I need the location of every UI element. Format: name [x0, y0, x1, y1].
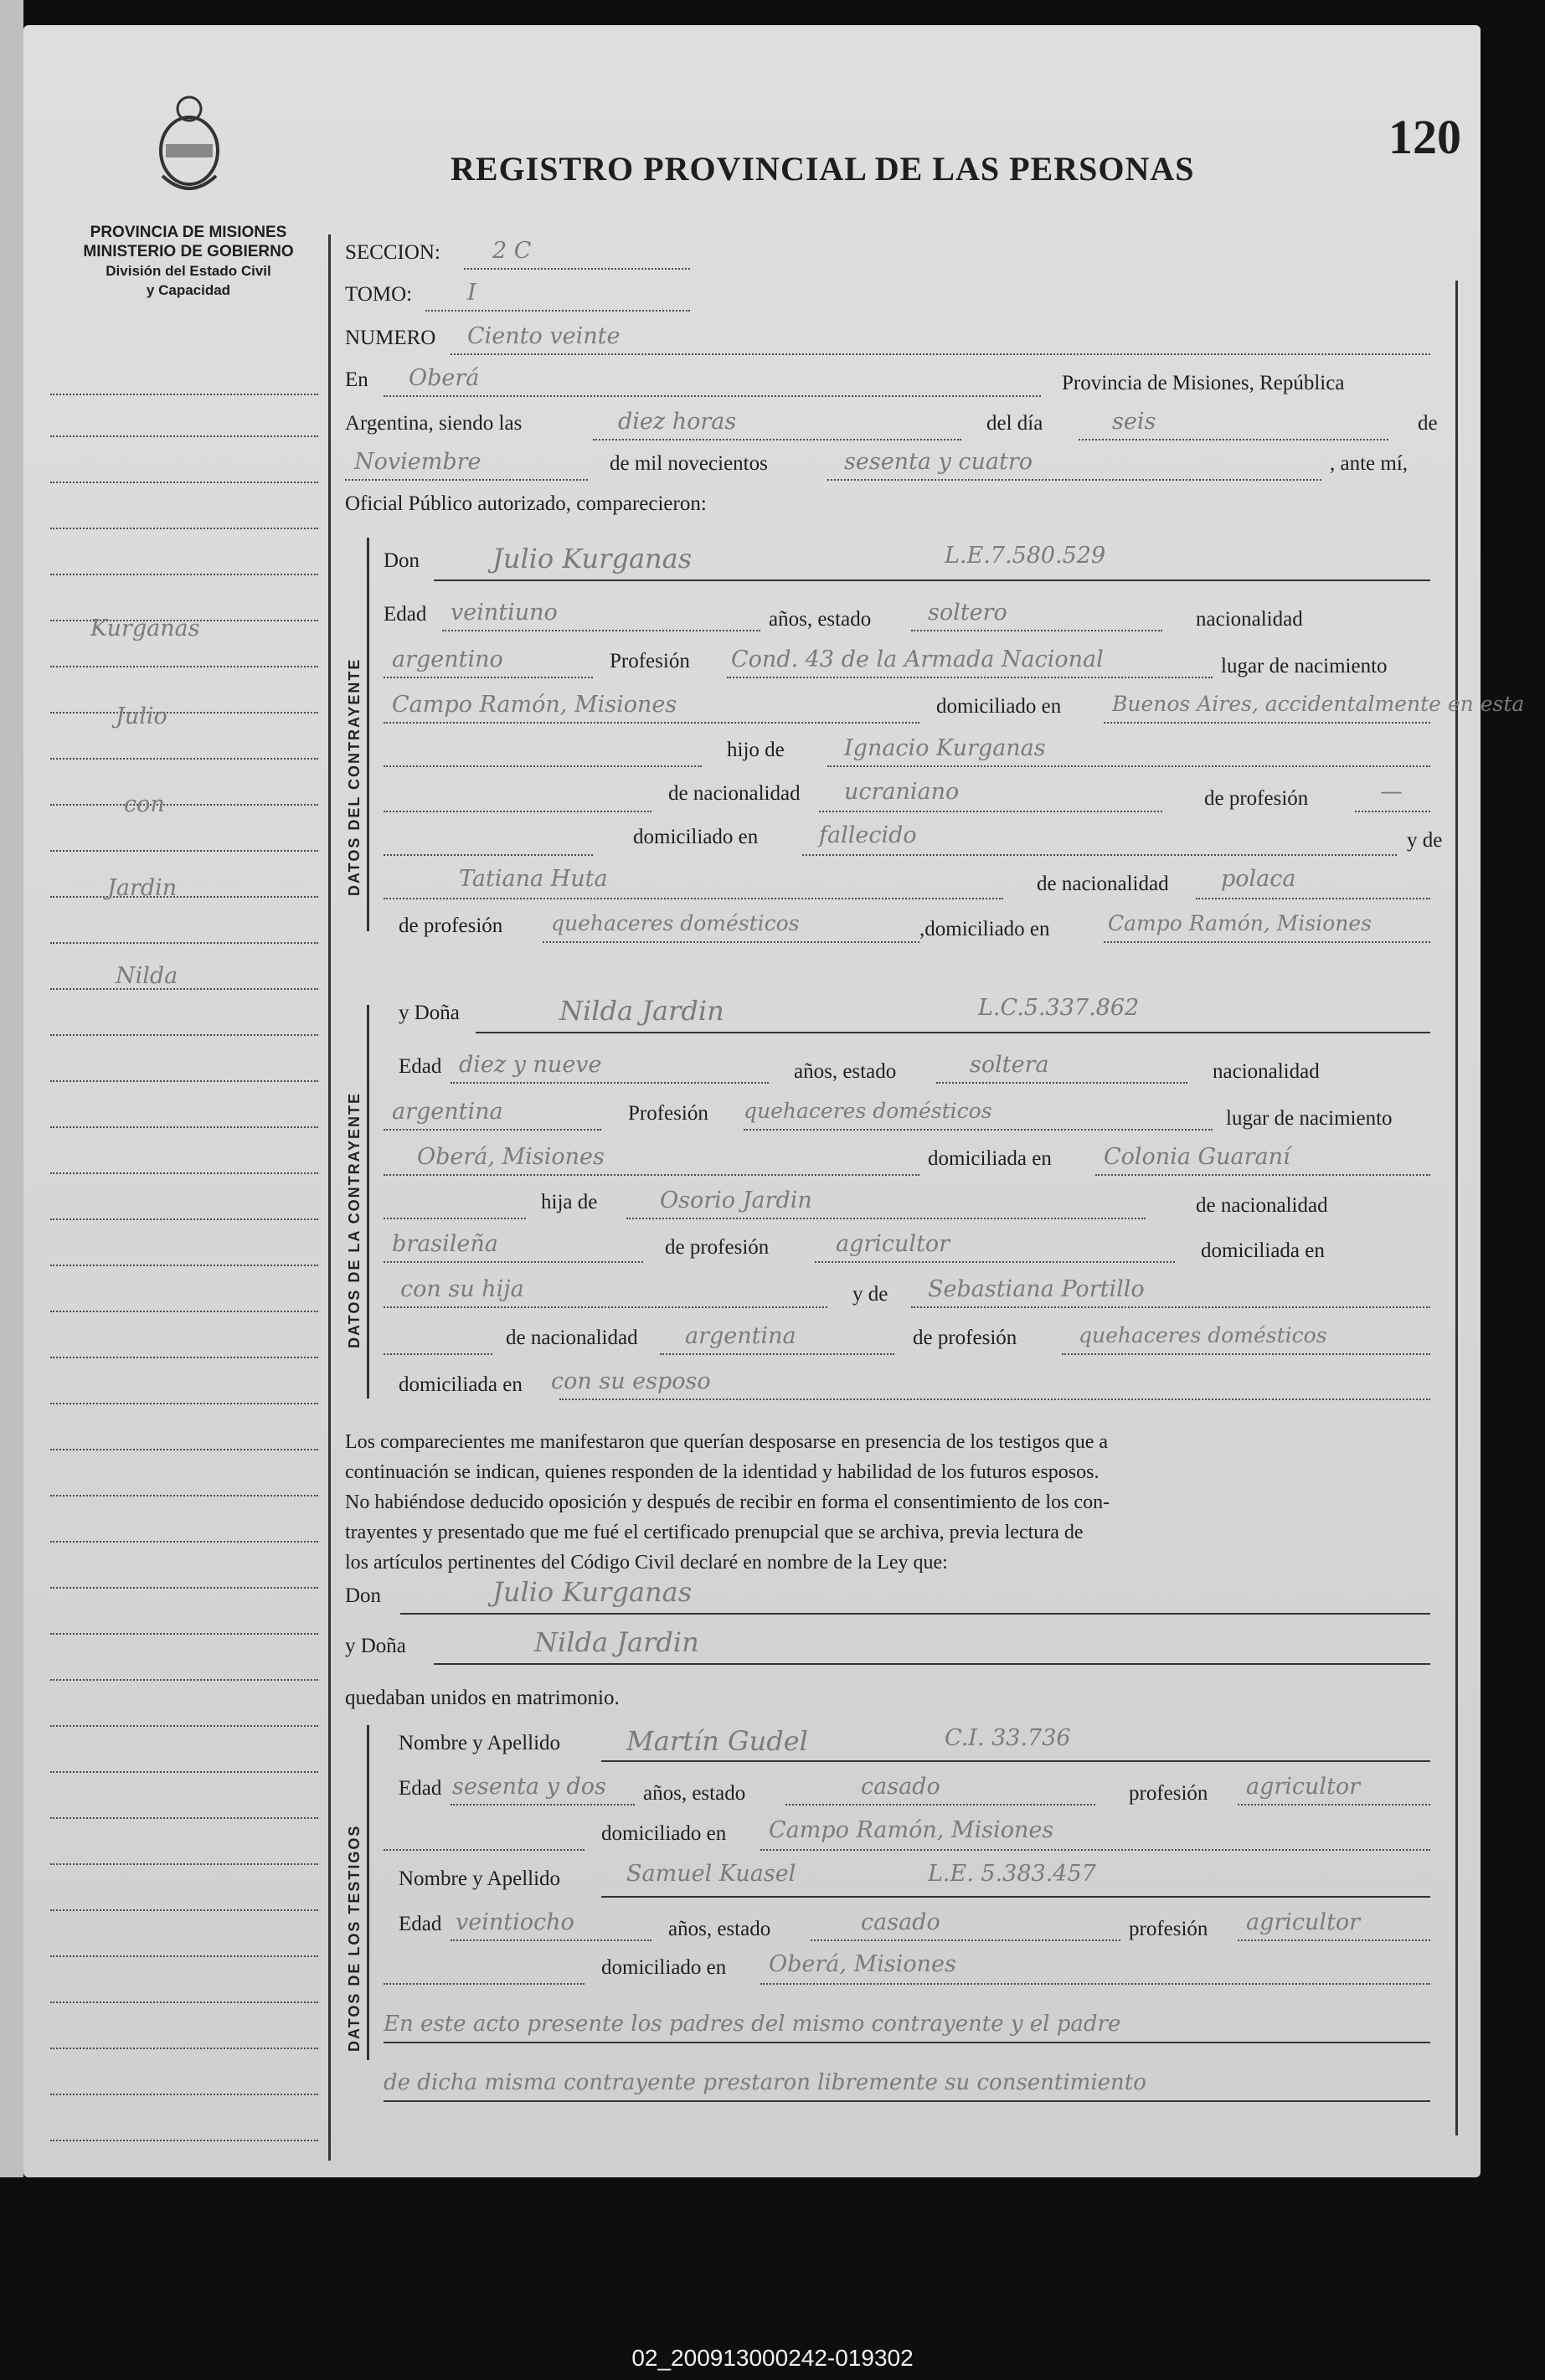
provincia-text: Provincia de Misiones, República	[1062, 372, 1345, 394]
edad-label: Edad	[399, 1055, 442, 1078]
del-dia-label: del día	[986, 412, 1043, 435]
contrayente-nombre: Julio Kurganas	[492, 543, 693, 574]
margin-note: Nilda	[116, 963, 178, 989]
seccion-value: 2 C	[492, 238, 532, 264]
dia-value: seis	[1112, 409, 1156, 435]
page-number: 120	[1388, 110, 1461, 164]
institution-block	[67, 223, 310, 300]
padre-prof: agricultor	[836, 1231, 950, 1257]
domiciliado-label: domiciliado en	[936, 695, 1062, 718]
decl-don-value: Julio Kurganas	[492, 1576, 693, 1608]
estado-value: soltera	[970, 1052, 1049, 1078]
de-nacionalidad-label: de nacionalidad	[1196, 1194, 1328, 1217]
declaration-line: los artículos pertinentes del Código Civil declaré en nombre de la Ley que:	[345, 1552, 948, 1574]
contrayente-side-label: DATOS DEL CONTRAYENTE	[346, 657, 363, 896]
padre-nombre: Ignacio Kurganas	[844, 735, 1046, 761]
seccion-label: SECCION:	[345, 241, 440, 264]
closing-text: quedaban unidos en matrimonio.	[345, 1687, 620, 1709]
profesion-value: Cond. 43 de la Armada Nacional	[731, 647, 1104, 672]
nacionalidad-label: nacionalidad	[1213, 1060, 1320, 1083]
t2-doc: L.E. 5.383.457	[928, 1861, 1096, 1887]
padre-nac: brasileña	[392, 1231, 498, 1257]
argentina-text: Argentina, siendo las	[345, 412, 523, 435]
t1-anios-estado: años, estado	[643, 1782, 746, 1805]
oficial-text: Oficial Público autorizado, comparecieron:	[345, 492, 707, 515]
t2-label: Nombre y Apellido	[399, 1867, 561, 1890]
right-border	[1455, 281, 1458, 2135]
lugar-label: lugar de nacimiento	[1226, 1107, 1393, 1130]
t2-dom: Oberá, Misiones	[769, 1951, 956, 1977]
t1-nombre: Martín Gudel	[626, 1725, 808, 1757]
tomo-value: I	[467, 280, 476, 306]
contrayenta-side-label: DATOS DE LA CONTRAYENTE	[346, 1091, 363, 1348]
register-page	[23, 25, 1525, 2177]
t2-edad-label: Edad	[399, 1913, 442, 1935]
t1-doc: C.I. 33.736	[945, 1725, 1071, 1751]
anio-value: sesenta y cuatro	[844, 449, 1033, 475]
padre-dom-label: domiciliado en	[633, 826, 759, 848]
padre-nac: ucraniano	[844, 779, 960, 805]
madre-nac-label: de nacionalidad	[1037, 873, 1169, 895]
y-de-label: y de	[1407, 829, 1443, 852]
t1-estado: casado	[861, 1774, 940, 1800]
edad-label: Edad	[384, 603, 427, 626]
domicilio-value: Buenos Aires, accidentalmente en esta	[1112, 692, 1525, 716]
observacion-line: En este acto presente los padres del mismo contrayente y el padre	[384, 2012, 1121, 2037]
institution-line: División del Estado Civil	[106, 263, 271, 279]
institution-line: PROVINCIA DE MISIONES	[90, 224, 287, 241]
madre-nac: polaca	[1221, 866, 1296, 892]
don-label: Don	[384, 549, 420, 572]
y-de-label: y de	[852, 1283, 888, 1306]
declaration-line: trayentes y presentado que me fué el certificado prenupcial que se archiva, previa lectura de	[345, 1522, 1084, 1543]
nac-value: argentina	[392, 1099, 503, 1125]
en-label: En	[345, 368, 368, 391]
de-nacionalidad-label: de nacionalidad	[668, 782, 801, 805]
t2-dom-label: domiciliado en	[601, 1956, 727, 1979]
padre-dom: fallecido	[819, 822, 917, 848]
mes-value: Noviembre	[354, 449, 482, 475]
tomo-label: TOMO:	[345, 283, 413, 306]
profesion-label: Profesión	[628, 1102, 708, 1125]
declaration-text	[345, 1427, 1110, 1578]
de-label: de	[1418, 412, 1438, 435]
t2-estado: casado	[861, 1909, 940, 1935]
testigos-side-label: DATOS DE LOS TESTIGOS	[346, 1824, 363, 2052]
hijo-de-label: hijo de	[727, 739, 785, 761]
t2-prof-label: profesión	[1129, 1918, 1208, 1940]
t1-dom: Campo Ramón, Misiones	[769, 1817, 1054, 1843]
de-profesion-label: de profesión	[1204, 787, 1309, 810]
madre-prof: quehaceres domésticos	[1079, 1323, 1327, 1347]
declaration-line: continuación se indican, quienes responden de la identidad y habilidad de los futuros esposos.	[345, 1461, 1100, 1483]
t2-anios-estado: años, estado	[668, 1918, 771, 1940]
margin-note: con	[124, 791, 165, 817]
lugar-value: Campo Ramón, Misiones	[392, 692, 677, 718]
madre-dom: con su esposo	[551, 1368, 711, 1394]
observacion-line: de dicha misma contrayente prestaron libremente su consentimiento	[384, 2070, 1146, 2095]
madre-prof: quehaceres domésticos	[551, 911, 800, 935]
coat-of-arms-icon	[147, 92, 231, 193]
padre-nombre: Osorio Jardin	[660, 1187, 812, 1213]
domicilio-value: Colonia Guaraní	[1104, 1144, 1290, 1170]
madre-nombre: Tatiana Huta	[459, 866, 608, 892]
padre-dom: con su hija	[400, 1276, 524, 1302]
t1-dom-label: domiciliado en	[601, 1822, 727, 1845]
decl-don-label: Don	[345, 1584, 382, 1607]
section-bracket	[367, 1005, 369, 1399]
nacionalidad-label: nacionalidad	[1196, 608, 1303, 631]
declaration-line: No habiéndose deducido oposición y después de recibir en forma el consentimiento de los con-	[345, 1491, 1110, 1513]
numero-value: Ciento veinte	[467, 323, 621, 349]
nac-value: argentino	[392, 647, 503, 672]
margin-divider	[328, 234, 331, 2161]
t2-prof: agricultor	[1246, 1909, 1361, 1935]
margin-note: Jardin	[107, 875, 178, 901]
margin-note: Kurganas	[90, 616, 200, 641]
institution-line: y Capacidad	[146, 282, 231, 298]
t1-edad-label: Edad	[399, 1777, 442, 1800]
en-value: Oberá	[409, 365, 480, 391]
madre-nac-label: de nacionalidad	[506, 1327, 638, 1349]
madre-dom: Campo Ramón, Misiones	[1108, 911, 1372, 935]
madre-prof-label: de profesión	[913, 1327, 1017, 1349]
t1-label: Nombre y Apellido	[399, 1732, 561, 1754]
t2-edad: veintiocho	[456, 1909, 574, 1935]
numero-label: NUMERO	[345, 327, 436, 349]
edad-value: veintiuno	[451, 600, 558, 626]
declaration-line: Los comparecientes me manifestaron que querían desposarse en presencia de los testigos que a	[345, 1431, 1109, 1453]
madre-dom-label: ,domiciliado en	[919, 918, 1050, 940]
section-bracket	[367, 1725, 369, 2060]
institution-line: MINISTERIO DE GOBIERNO	[83, 243, 294, 260]
mil-text: de mil novecientos	[610, 452, 768, 475]
profesion-label: Profesión	[610, 650, 690, 672]
contrayenta-documento: L.C.5.337.862	[978, 995, 1140, 1021]
anios-estado: años, estado	[794, 1060, 897, 1083]
domiciliada-label: domiciliada en	[928, 1147, 1052, 1170]
lugar-label: lugar de nacimiento	[1221, 655, 1388, 677]
decl-dona-value: Nilda Jardin	[534, 1626, 699, 1658]
t1-prof: agricultor	[1246, 1774, 1361, 1800]
contrayente-documento: L.E.7.580.529	[945, 543, 1106, 569]
page-title: REGISTRO PROVINCIAL DE LAS PERSONAS	[451, 150, 1195, 188]
book-spine	[0, 0, 23, 2177]
lugar-value: Oberá, Misiones	[417, 1144, 605, 1170]
t1-prof-label: profesión	[1129, 1782, 1208, 1805]
hija-de-label: hija de	[541, 1191, 598, 1213]
edad-value: diez y nueve	[459, 1052, 602, 1078]
decl-dona-label: y Doña	[345, 1635, 406, 1657]
ante-mi: , ante mí,	[1330, 452, 1409, 475]
t1-edad: sesenta y dos	[452, 1774, 606, 1800]
padre-dom-label: domiciliada en	[1201, 1239, 1325, 1262]
file-id: 02_200913000242-019302	[631, 2345, 914, 2371]
profesion-value: quehaceres domésticos	[744, 1099, 992, 1123]
anios-estado: años, estado	[769, 608, 872, 631]
madre-prof-label: de profesión	[399, 914, 503, 937]
estado-value: soltero	[928, 600, 1007, 626]
t2-nombre: Samuel Kuasel	[626, 1861, 796, 1887]
madre-nac: argentina	[685, 1323, 796, 1349]
de-profesion-label: de profesión	[665, 1236, 770, 1259]
section-bracket	[367, 538, 369, 931]
padre-prof: —	[1380, 779, 1403, 805]
madre-dom-label: domiciliada en	[399, 1373, 523, 1396]
margin-note: Julio	[116, 703, 167, 729]
madre-nombre: Sebastiana Portillo	[928, 1276, 1145, 1302]
contrayenta-nombre: Nilda Jardin	[559, 995, 724, 1027]
dona-label: y Doña	[399, 1002, 460, 1024]
hora-value: diez horas	[618, 409, 737, 435]
